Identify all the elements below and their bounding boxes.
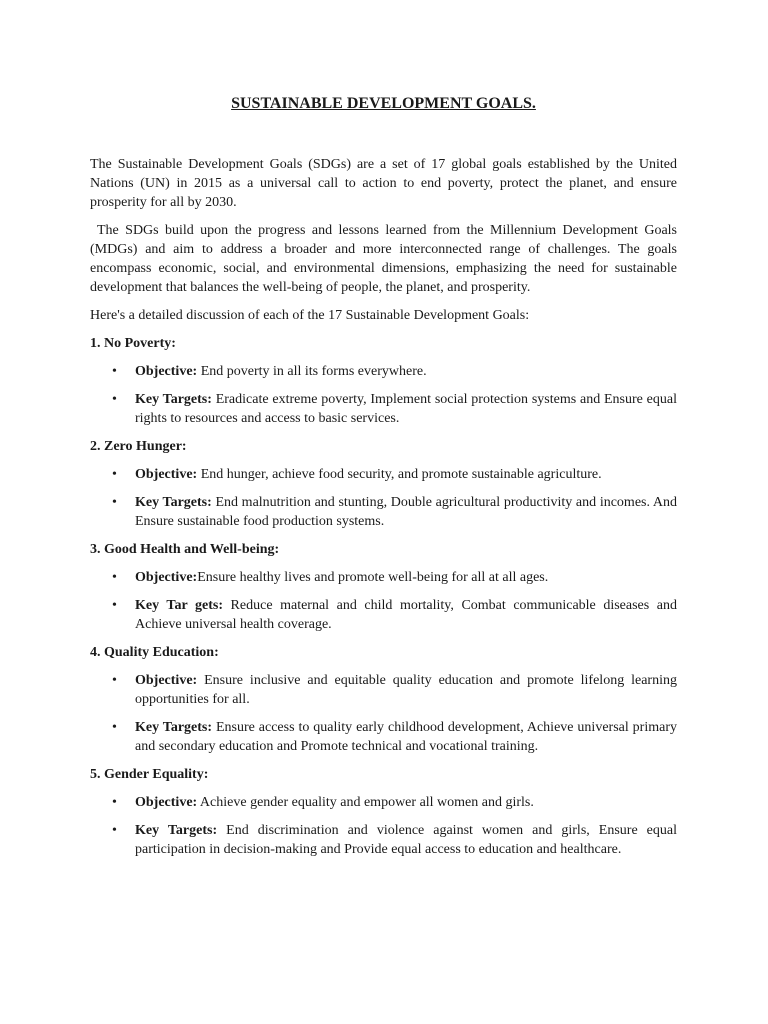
objective-label: Objective: xyxy=(135,364,198,379)
bullet-icon: • xyxy=(112,823,117,838)
objective-text: Achieve gender equality and empower all women and girls. xyxy=(197,795,534,810)
targets-text: End malnutrition and stunting, Double agricultural productivity and incomes. And Ensure sustainable food production systems. xyxy=(135,495,677,529)
bullet-icon: • xyxy=(112,795,117,810)
objective-text: End hunger, achieve food security, and promote sustainable agriculture. xyxy=(197,467,602,482)
document-title: SUSTAINABLE DEVELOPMENT GOALS. xyxy=(231,95,536,112)
objective-label: Objective: xyxy=(135,570,198,585)
goal-details-list xyxy=(90,671,677,756)
bullet-icon: • xyxy=(112,720,117,735)
goal-heading: 1. No Poverty: xyxy=(90,336,176,351)
bullet-icon: • xyxy=(112,392,117,407)
objective-text: Ensure healthy lives and promote well-being for all at all ages. xyxy=(197,570,549,585)
goal-details-list xyxy=(90,568,677,634)
objective-item xyxy=(90,362,677,381)
goal-section xyxy=(90,765,677,859)
goal-heading: 3. Good Health and Well-being: xyxy=(90,542,280,557)
objective-label: Objective: xyxy=(135,673,198,688)
targets-text: Reduce maternal and child mortality, Combat communicable diseases and Achieve universal health coverage. xyxy=(135,598,677,632)
targets-item xyxy=(90,821,677,859)
targets-label: Key Targets: xyxy=(135,823,218,838)
bullet-icon: • xyxy=(112,570,117,585)
goal-heading: 2. Zero Hunger: xyxy=(90,439,187,454)
intro-paragraph: The Sustainable Development Goals (SDGs) are a set of 17 global goals established by the United Nations (UN) in 2015 as a universal call to action to end poverty, protect the planet, and ensure prosperity for all by 2030. xyxy=(90,157,677,210)
goal-details-list xyxy=(90,465,677,531)
targets-label: Key Targets: xyxy=(135,720,213,735)
targets-item xyxy=(90,596,677,634)
goal-section xyxy=(90,540,677,634)
document-body xyxy=(90,155,677,868)
targets-item xyxy=(90,718,677,756)
goal-heading: 4. Quality Education: xyxy=(90,645,219,660)
bullet-icon: • xyxy=(112,364,117,379)
objective-label: Objective: xyxy=(135,467,198,482)
objective-item xyxy=(90,793,677,812)
objective-text: Ensure inclusive and equitable quality education and promote lifelong learning opportunities for all. xyxy=(135,673,677,707)
goal-section xyxy=(90,334,677,428)
goal-details-list xyxy=(90,793,677,859)
targets-item xyxy=(90,493,677,531)
targets-text: End discrimination and violence against women and girls, Ensure equal participation in decision-making and Provide equal access to education and healthcare. xyxy=(135,823,677,857)
intro-paragraph: The SDGs build upon the progress and lessons learned from the Millennium Development Goals (MDGs) and aim to address a broader and more interconnected range of challenges. The goals encompass economic, social, and environmental dimensions, emphasizing the need for sustainable development that balances the well-being of people, the planet, and prosperity. xyxy=(90,223,677,295)
objective-item xyxy=(90,465,677,484)
bullet-icon: • xyxy=(112,495,117,510)
objective-item xyxy=(90,568,677,587)
objective-item xyxy=(90,671,677,709)
bullet-icon: • xyxy=(112,598,117,613)
targets-text: Ensure access to quality early childhood development, Achieve universal primary and secondary education and Promote technical and vocational training. xyxy=(135,720,677,754)
targets-item xyxy=(90,390,677,428)
intro-paragraph: Here's a detailed discussion of each of the 17 Sustainable Development Goals: xyxy=(90,308,530,323)
goal-heading: 5. Gender Equality: xyxy=(90,767,209,782)
targets-label: Key Tar gets: xyxy=(135,598,223,613)
objective-text: End poverty in all its forms everywhere. xyxy=(197,364,427,379)
objective-label: Objective: xyxy=(135,795,198,810)
bullet-icon: • xyxy=(112,673,117,688)
goal-section xyxy=(90,643,677,756)
goal-details-list xyxy=(90,362,677,428)
bullet-icon: • xyxy=(112,467,117,482)
targets-label: Key Targets: xyxy=(135,495,212,510)
goal-section xyxy=(90,437,677,531)
targets-label: Key Targets: xyxy=(135,392,212,407)
targets-text: Eradicate extreme poverty, Implement social protection systems and Ensure equal rights to resources and access to basic services. xyxy=(135,392,677,426)
